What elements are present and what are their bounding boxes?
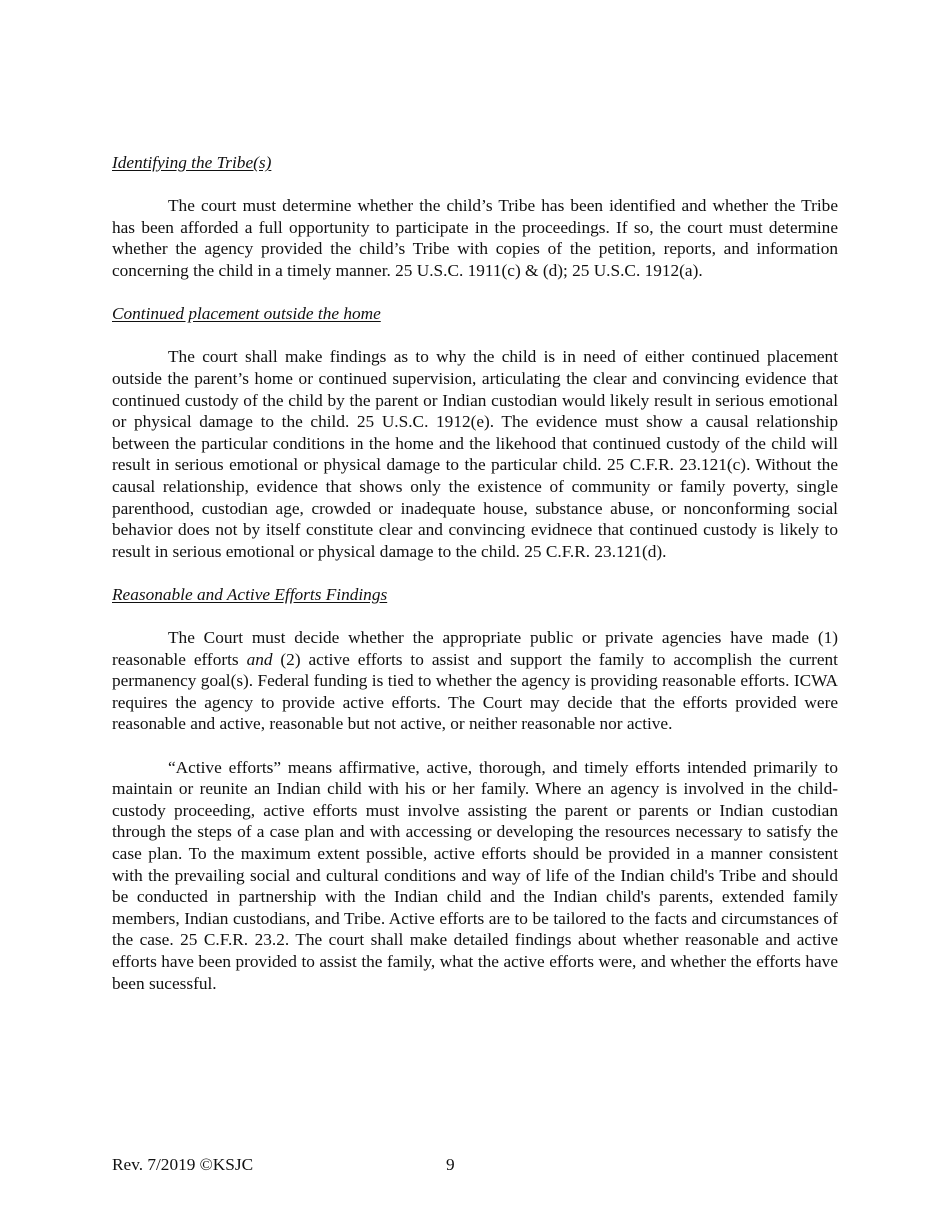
section-identifying-tribe	[112, 152, 838, 282]
emphasis-text: and	[246, 649, 273, 669]
section-heading: Identifying the Tribe(s)	[112, 153, 272, 172]
section-continued-placement	[112, 303, 838, 562]
page-footer	[112, 1155, 838, 1177]
section-heading: Continued placement outside the home	[112, 304, 381, 324]
section-reasonable-active-efforts	[112, 584, 838, 994]
body-paragraph	[112, 627, 838, 735]
paragraph-text: (2) active efforts to assist and support the family to accomplish the current permanency goal(s). Federal funding is tied to whether the agency is providing reasonable efforts. ICWA requires the agency to provide active efforts. The Court may decide that the efforts provided were reasonable and active, reasonable but not active, or neither reasonable nor active.	[112, 649, 838, 734]
revision-note: Rev. 7/2019 ©KSJC	[112, 1155, 254, 1174]
document-page	[112, 152, 838, 1016]
section-heading: Reasonable and Active Efforts Findings	[112, 584, 388, 604]
paragraph-text: The Court must decide whether the appropriate public or private agencies have made (1) reasonable efforts	[112, 628, 838, 669]
body-paragraph: “Active efforts” means affirmative, active, thorough, and timely efforts intended primarily to maintain or reunite an Indian child with his or her family. Where an agency is involved in the child-custody proceeding, active efforts must involve assisting the parent or parents or Indian custodian through the steps of a case plan and with accessing or developing the resources necessary to satisfy the case plan. To the maximum extent possible, active efforts should be provided in a manner consistent with the prevailing social and cultural conditions and way of life of the Indian child's Tribe and should be conducted in partnership with the Indian child and the Indian child's parents, extended family members, Indian custodians, and Tribe. Active efforts are to be tailored to the facts and circumstances of the case. 25 C.F.R. 23.2. The court shall make detailed findings about whether reasonable and active efforts have been provided to assist the family, what the active efforts were, and whether the efforts have been sucessful.	[112, 757, 838, 993]
body-paragraph: The court must determine whether the child’s Tribe has been identified and whether the Tribe has been afforded a full opportunity to participate in the proceedings. If so, the court must determine whether the agency provided the child’s Tribe with copies of the petition, reports, and information concerning the child in a timely manner. 25 U.S.C. 1911(c) & (d); 25 U.S.C. 1912(a).	[112, 196, 838, 280]
page-number: 9	[446, 1155, 455, 1174]
body-paragraph: The court shall make findings as to why the child is in need of either continued placement outside the parent’s home or continued supervision, articulating the clear and convincing evidence that continued custody of the child by the parent or Indian custodian would likely result in serious emotional or physical damage to the child. 25 U.S.C. 1912(e). The evidence must show a causal relationship between the particular conditions in the home and the likehood that continued custody of the child will result in serious emotional or physical damage to the particular child. 25 C.F.R. 23.121(c). Without the causal relationship, evidence that shows only the existence of community or family poverty, single parenthood, custodian age, crowded or inadequate house, substance abuse, or nonconforming social behavior does not by itself constitute clear and convincing evidnece that continued custody is likely to result in serious emotional or physical damage to the child. 25 C.F.R. 23.121(d).	[112, 347, 838, 561]
